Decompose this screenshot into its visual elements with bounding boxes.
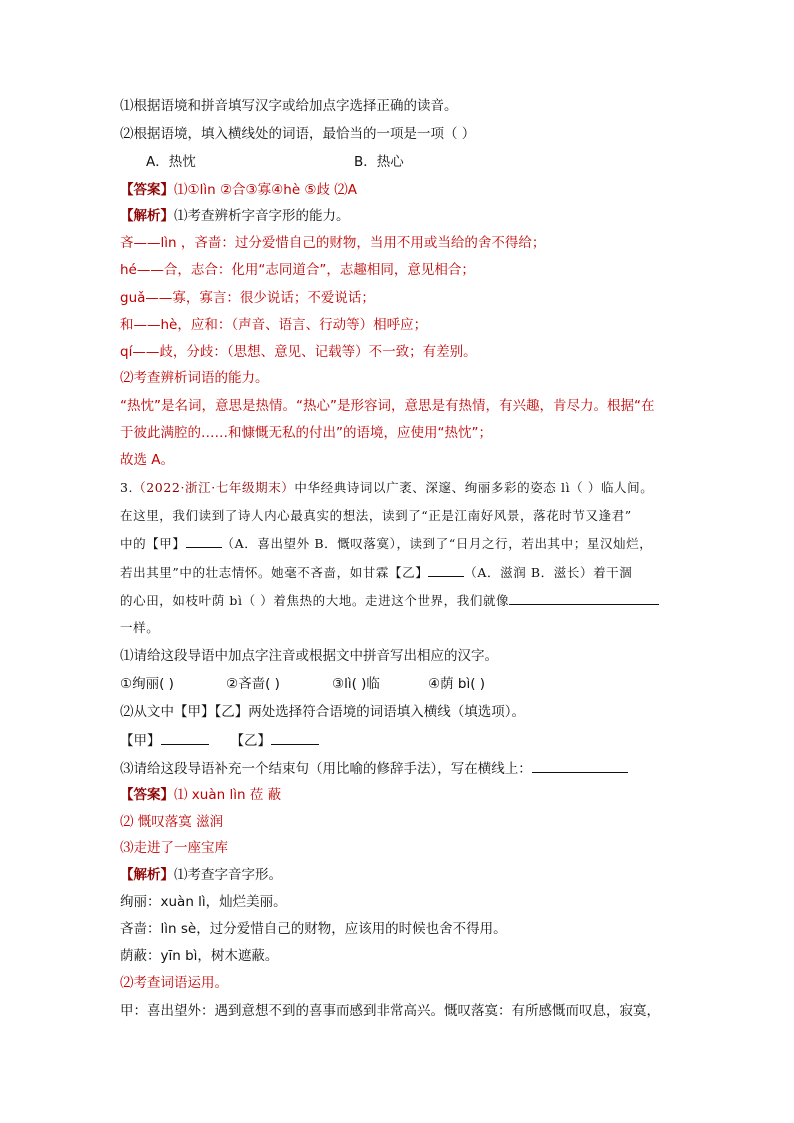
explanation-line: 绚丽：xuàn lì，灿烂美丽。 bbox=[120, 894, 287, 910]
explanation-line: 吝啬：lìn sè，过分爱惜自己的财物，应该用的时候也舍不得用。 bbox=[120, 921, 507, 937]
q3-analysis-line bbox=[120, 865, 282, 885]
yi-label: 【乙】 bbox=[230, 733, 271, 749]
analysis-text: ⑴考查字音字形。 bbox=[174, 867, 282, 883]
blank-yi[interactable] bbox=[428, 562, 464, 577]
question-source: （2022·浙江·七年级期末） bbox=[133, 480, 295, 495]
item-2: ②吝啬( ) bbox=[226, 676, 280, 692]
explanation-line: 荫蔽：yīn bì，树木遮蔽。 bbox=[120, 948, 279, 964]
blank-ending-phrase[interactable] bbox=[509, 590, 659, 605]
explanation-line: 吝——lìn ，吝啬：过分爱惜自己的财物，当用不用或当给的舍不得给； bbox=[120, 235, 546, 251]
analysis-sub-2: ⑵考查词语运用。 bbox=[120, 975, 228, 991]
answer-text: ⑵ 慨叹落寞 滋润 bbox=[120, 814, 224, 830]
q3-answer-line bbox=[120, 785, 281, 805]
question-3-line-5: 的心田，如枝叶荫 bì（ ）着焦热的大地。走进这个世界，我们就像 bbox=[120, 590, 659, 611]
question-number: 3. bbox=[120, 480, 134, 495]
sub-question-1: ⑴根据语境和拼音填写汉字或给加点字选择正确的读音。 bbox=[120, 98, 458, 114]
answer-label: 【答案】 bbox=[120, 182, 174, 198]
analysis-label: 【解析】 bbox=[120, 208, 174, 224]
q3-sub-1: ⑴请给这段导语中加点字注音或根据文中拼音写出相应的汉字。 bbox=[120, 648, 498, 664]
explanation-paragraph: 于彼此满腔的……和慷慨无私的付出”的语境，应使用“热忱”； bbox=[120, 425, 492, 441]
jia-label: 【甲】 bbox=[120, 733, 161, 749]
sub-question-2: ⑵根据语境，填入横线处的词语，最恰当的一项是一项（ ） bbox=[120, 126, 476, 142]
explanation-line: 和——hè，应和：（声音、语言、行动等）相呼应； bbox=[120, 317, 428, 333]
q3-items bbox=[120, 674, 485, 694]
question-3-line-1: 3.（2022·浙江·七年级期末）中华经典诗词以广袤、深邃、绚丽多彩的姿态 lì（ ）临人间。 bbox=[120, 480, 654, 495]
q3-sub-2: ⑵从文中【甲】【乙】两处选择符合语境的词语填入横线（填选项）。 bbox=[120, 704, 525, 720]
analysis-line bbox=[120, 206, 350, 226]
answer-text: ⑴ xuàn lìn 莅 蔽 bbox=[174, 787, 282, 803]
explanation-paragraph: “热忱”是名词，意思是热情。“热心”是形容词，意思是有热情，有兴趣，肯尽力。根据“在 bbox=[120, 398, 655, 414]
blank-jia[interactable] bbox=[186, 533, 222, 548]
explanation-line: 甲：喜出望外：遇到意想不到的喜事而感到非常高兴。慨叹落寞：有所感慨而叹息，寂寞， bbox=[120, 1003, 660, 1019]
analysis-text: ⑴考查辨析字音字形的能力。 bbox=[174, 208, 350, 224]
answer-label: 【答案】 bbox=[120, 787, 174, 803]
question-3-line-2: 在这里，我们读到了诗人内心最真实的想法，读到了“正是江南好风景，落花时节又逢君” bbox=[120, 508, 632, 523]
item-3: ③lì( )临 bbox=[332, 676, 380, 692]
answer-text: ⑶走进了一座宝库 bbox=[120, 840, 228, 856]
item-1: ①绚丽( ) bbox=[120, 676, 174, 692]
yi-blank[interactable] bbox=[271, 730, 319, 745]
question-3-line-6: 一样。 bbox=[120, 620, 160, 635]
item-4: ④荫 bì( ) bbox=[428, 676, 486, 692]
q3-jia-yi-line bbox=[120, 730, 319, 751]
option-b: B．热心 bbox=[354, 154, 404, 170]
explanation-line: guǎ——寡，寡言：很少说话；不爱说话； bbox=[120, 290, 375, 306]
ending-sentence-blank[interactable] bbox=[532, 758, 628, 773]
jia-blank[interactable] bbox=[161, 730, 209, 745]
explanation-paragraph: 故选 A。 bbox=[120, 452, 175, 468]
question-3-line-3: 中的【甲】 （A．喜出望外 B．慨叹落寞），读到了“日月之行，若出其中；星汉灿烂， bbox=[120, 533, 652, 554]
q3-sub-3: ⑶请给这段导语补充一个结束句（用比喻的修辞手法），写在横线上： bbox=[120, 758, 628, 779]
analysis-sub-2: ⑵考查辨析词语的能力。 bbox=[120, 370, 269, 386]
explanation-line: qí——歧，分歧：（思想、意见、记载等）不一致；有差别。 bbox=[120, 344, 477, 360]
answer-text: ⑴①lìn ②合③寡④hè ⑤歧 ⑵A bbox=[174, 182, 358, 198]
answer-line bbox=[120, 180, 357, 200]
option-a: A．热忱 bbox=[146, 154, 196, 170]
explanation-line: hé——合，志合：化用“志同道合”，志趣相同，意见相合； bbox=[120, 262, 475, 278]
question-3-line-4: 若出其里”中的壮志情怀。她毫不吝啬，如甘霖【乙】 （A．滋润 B．滋长）着干涸 bbox=[120, 562, 632, 583]
analysis-label: 【解析】 bbox=[120, 867, 174, 883]
